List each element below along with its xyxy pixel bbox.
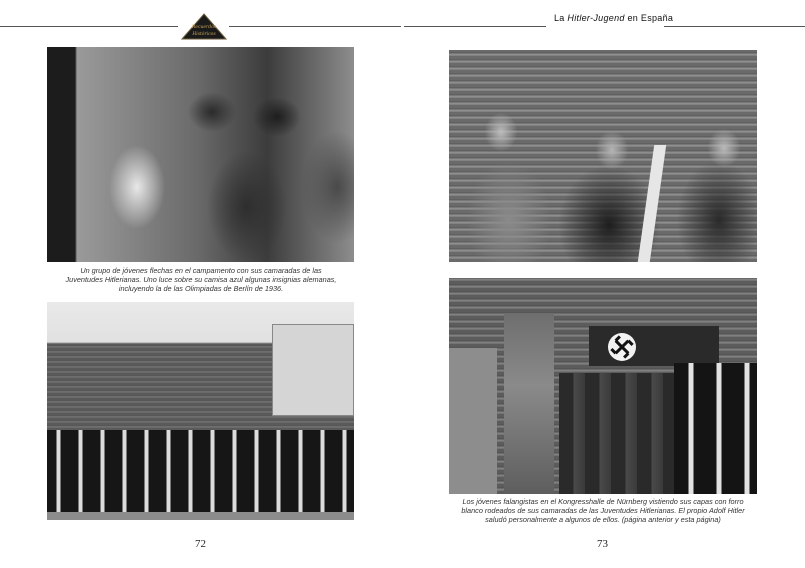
caption-right xyxy=(458,497,748,525)
running-title-part2: Hitler-Jugend xyxy=(567,13,625,23)
caption-right-line1: Los jóvenes falangistas en el Kongresshalle de Nürnberg vistiendo sus capas con forro xyxy=(462,497,744,506)
photo-saluting-youths xyxy=(449,50,757,262)
triangle-emblem-icon xyxy=(181,13,227,40)
white-stripe xyxy=(638,145,666,262)
photo-stadium-ceremony xyxy=(47,302,354,520)
header-rule-right-b xyxy=(664,26,805,27)
figure-officer xyxy=(504,313,554,494)
header-rule-left-b xyxy=(229,26,401,27)
uniformed-group xyxy=(559,373,679,494)
svg-text:Recuerdos: Recuerdos xyxy=(191,25,217,30)
caption-left xyxy=(60,266,342,294)
running-title-part3: en España xyxy=(624,13,674,23)
header-rule-right-a xyxy=(404,26,546,27)
running-title-part1: La xyxy=(554,13,568,23)
caption-left-line2: Juventudes Hitlerianas. Uno luce sobre su camisa azul algunas insignias alemanas, xyxy=(65,275,337,285)
caped-youths-line xyxy=(47,430,354,520)
photo-camp-youths xyxy=(47,47,354,262)
swastika-emblem-icon xyxy=(607,332,637,362)
caption-left-line1: Un grupo de jóvenes flechas en el campamento con sus camaradas de las xyxy=(80,266,322,275)
caption-left-line3: incluyendo la de las Olimpiadas de Berlín de 1936. xyxy=(118,284,284,294)
caption-right-line2: blanco rodeados de sus camaradas de las Juventudes Hitlerianas. El propio Adolf Hitler xyxy=(461,506,745,516)
header-rule-left-a xyxy=(0,26,178,27)
photo-hitler-kongresshalle xyxy=(449,278,757,494)
caped-youths xyxy=(674,363,757,494)
tribune-structure xyxy=(272,324,354,416)
ground xyxy=(47,512,354,520)
running-title xyxy=(554,13,673,23)
figure-left xyxy=(449,348,497,494)
svg-text:Históricos: Históricos xyxy=(192,32,216,37)
page-number-right: 73 xyxy=(597,538,608,550)
caption-right-line3: saludó personalmente a algunos de ellos. (página anterior y esta página) xyxy=(485,515,721,525)
page-number-left: 72 xyxy=(195,538,206,550)
